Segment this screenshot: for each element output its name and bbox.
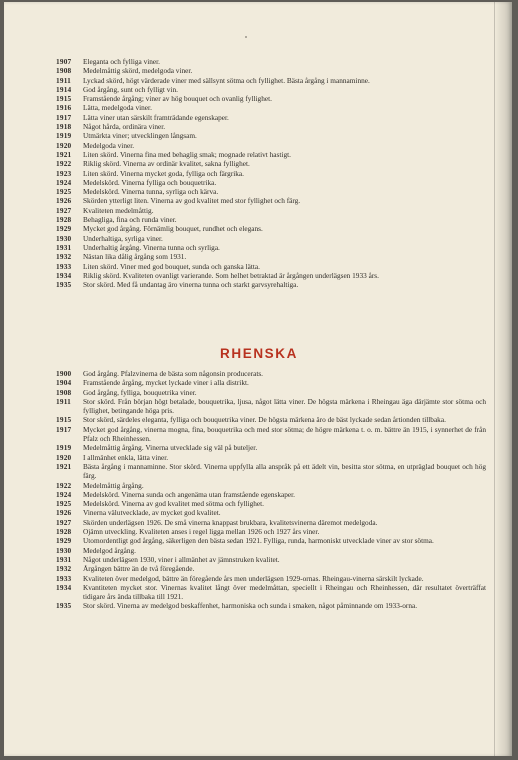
vintage-entry — [56, 76, 486, 85]
vintage-year: 1919 — [56, 443, 72, 453]
vintage-entry — [56, 490, 486, 499]
vintage-year: 1917 — [56, 112, 72, 122]
vintage-entry — [56, 453, 486, 462]
vintage-entry — [56, 462, 486, 481]
vintage-year: 1927 — [56, 517, 72, 527]
vintage-entry — [56, 601, 486, 610]
vintage-entry — [56, 262, 486, 271]
vintage-description: Lätta viner utan särskilt framträdande egenskaper. — [83, 112, 229, 122]
vintage-year: 1904 — [56, 378, 72, 388]
vintage-entry — [56, 122, 486, 131]
vintage-entry — [56, 57, 486, 66]
vintage-year: 1932 — [56, 252, 72, 262]
vintage-description: Framstående årgång, mycket lyckade viner i alla distrikt. — [83, 378, 249, 388]
vintage-description: Kvaliteten över medelgod, bättre än föregående års men underlägsen 1929-ornas. Rheingau-vinerna särskilt lyckade. — [83, 573, 424, 583]
vintage-year: 1935 — [56, 601, 72, 611]
vintage-entry — [56, 243, 486, 252]
vintage-description: Utmärkta viner; utvecklingen långsam. — [83, 131, 197, 141]
vintage-entry — [56, 271, 486, 280]
vintage-entry — [56, 564, 486, 573]
vintage-entry — [56, 369, 486, 378]
vintage-entry — [56, 527, 486, 536]
vintage-year: 1921 — [56, 149, 72, 159]
vintage-year: 1916 — [56, 103, 72, 113]
vintage-entry — [56, 206, 486, 215]
vintage-year: 1931 — [56, 242, 72, 252]
vintage-entry — [56, 66, 486, 75]
vintage-year: 1928 — [56, 527, 72, 537]
vintage-year: 1924 — [56, 177, 72, 187]
vintage-year: 1929 — [56, 224, 72, 234]
vintage-year: 1927 — [56, 205, 72, 215]
vintage-entry — [56, 546, 486, 555]
vintage-year: 1915 — [56, 94, 72, 104]
vintage-description: Kvaliteten medelmåttig. — [83, 205, 154, 215]
vintage-year: 1928 — [56, 215, 72, 225]
vintage-entry — [56, 252, 486, 261]
vintage-entry — [56, 94, 486, 103]
vintage-description: Behagliga, fina och runda viner. — [83, 215, 177, 225]
vintage-year: 1935 — [56, 280, 72, 290]
vintage-year: 1934 — [56, 582, 72, 592]
vintage-year: 1914 — [56, 84, 72, 94]
vintage-description: Skörden underlägsen 1926. De små vinerna knappast brukbara, kvalitetsvinerna däremot medelgoda. — [83, 517, 378, 527]
vintage-year: 1932 — [56, 564, 72, 574]
vintage-entry — [56, 234, 486, 243]
vintage-description: Medelmåttig årgång. Vinerna utvecklade sig väl på buteljer. — [83, 443, 258, 453]
vintage-year: 1921 — [56, 461, 72, 471]
page-fold-line — [494, 2, 495, 756]
vintage-entry — [56, 150, 486, 159]
vintage-year: 1920 — [56, 452, 72, 462]
section-heading-rhenska: RHENSKA — [220, 346, 298, 361]
vintage-description: Ojämn utveckling. Kvaliteten anses i regel ligga mellan 1926 och 1927 års viner. — [83, 527, 320, 537]
vintage-description: Medelskörd. Vinerna fylliga och bouquetrika. — [83, 177, 217, 187]
vintage-entry — [56, 224, 486, 233]
vintage-year: 1931 — [56, 554, 72, 564]
vintage-entry — [56, 103, 486, 112]
vintage-description: Medelmåttig skörd, medelgoda viner. — [83, 66, 193, 76]
vintage-entry — [56, 131, 486, 140]
vintage-entry — [56, 159, 486, 168]
vintage-description: God årgång, fylliga, bouquetrika viner. — [83, 387, 197, 397]
vintage-year: 1920 — [56, 140, 72, 150]
vintage-description: Något underlägsen 1930, viner i allmänhet av jämnstruken kvalitet. — [83, 554, 280, 564]
vintage-year: 1925 — [56, 499, 72, 509]
vintage-entry — [56, 215, 486, 224]
vintage-year: 1925 — [56, 187, 72, 197]
vintage-description: Något hårda, ordinära viner. — [83, 122, 166, 132]
vintage-list-rhenska — [56, 369, 486, 611]
vintage-description: God årgång, sunt och fylligt vin. — [83, 84, 178, 94]
vintage-entry — [56, 388, 486, 397]
vintage-year: 1907 — [56, 57, 72, 66]
vintage-description: Stor skörd. Vinerna av medelgod beskaffenhet, harmoniska och sunda i smaken, något påminnande om 1933-orna. — [83, 601, 418, 611]
vintage-description: Kvantiteten mycket stor. Vinernas kvalitet långt över medelmåttan, speciellt i Rheingau och Rheinhessen, där resultatet överträffat tidigare års ända tillbaka till 1921. — [83, 582, 486, 602]
vintage-description: Eleganta och fylliga viner. — [83, 57, 160, 66]
vintage-description: Utomordentligt god årgång, säkerligen den bästa sedan 1921. Fylliga, runda, harmoniskt utvecklade viner av stor sötma. — [83, 536, 434, 546]
vintage-entry — [56, 443, 486, 452]
vintage-description: Medelskörd. Vinerna sunda och angenäma utan framstående egenskaper. — [83, 489, 295, 499]
vintage-year: 1924 — [56, 489, 72, 499]
vintage-description: Bästa årgång i mannaminne. Stor skörd. Vinerna uppfylla alla anspråk på ett ädelt vin, besitta stor sötma, en utpräglad bouquet och hög färg. — [83, 461, 486, 481]
vintage-year: 1926 — [56, 508, 72, 518]
vintage-year: 1934 — [56, 270, 72, 280]
vintage-year: 1930 — [56, 545, 72, 555]
vintage-entry — [56, 536, 486, 545]
vintage-year: 1926 — [56, 196, 72, 206]
vintage-entry — [56, 574, 486, 583]
vintage-entry — [56, 378, 486, 387]
vintage-description: Lätta, medelgoda viner. — [83, 103, 152, 113]
vintage-year: 1900 — [56, 369, 72, 378]
vintage-entry — [56, 169, 486, 178]
vintage-year: 1922 — [56, 159, 72, 169]
vintage-description: Medelskörd. Vinerna tunna, syrliga och kärva. — [83, 187, 219, 197]
vintage-entry — [56, 499, 486, 508]
vintage-description: Mycket god årgång. Förnämlig bouquet, rundhet och elegans. — [83, 224, 263, 234]
vintage-year: 1923 — [56, 168, 72, 178]
vintage-description: Årgången bättre än de två föregående. — [83, 564, 195, 574]
vintage-description: Skörden ytterligt liten. Vinerna av god kvalitet med stor fyllighet och färg. — [83, 196, 301, 206]
vintage-list-1 — [56, 57, 486, 289]
vintage-description: Underhaltig årgång. Vinerna tunna och syrliga. — [83, 242, 220, 252]
vintage-year: 1918 — [56, 122, 72, 132]
vintage-description: Lyckad skörd, högt värderade viner med sällsynt sötma och fyllighet. Bästa årgång i mannaminne. — [83, 75, 370, 85]
vintage-description: Medelgoda viner. — [83, 140, 135, 150]
vintage-description: Riklig skörd. Vinerna av ordinär kvalitet, sakna fyllighet. — [83, 159, 250, 169]
vintage-description: Medelgod årgång. — [83, 545, 136, 555]
vintage-description: Stor skörd. Från början högt betalade, bouquetrika, ljusa, något lätta viner. De högsta märkena i Rheingau äga därjämte stor sötma och fyllighet, betingande höga pris. — [83, 396, 486, 416]
vintage-description: Liten skörd. Viner med god bouquet, sunda och ganska lätta. — [83, 261, 260, 271]
vintage-year: 1917 — [56, 424, 72, 434]
vintage-year: 1915 — [56, 415, 72, 425]
vintage-entry — [56, 555, 486, 564]
vintage-entry — [56, 141, 486, 150]
vintage-entry — [56, 518, 486, 527]
vintage-year: 1929 — [56, 536, 72, 546]
vintage-description: Riklig skörd. Kvaliteten ovanligt varierande. Som helhet betraktad är årgången underlägsen 1933 års. — [83, 270, 379, 280]
vintage-description: Mycket god årgång, vinerna mogna, fina, bouquetrika och med stor sötma; de högre märkena t. o. m. bättre än 1915, i synnerhet de från Pfalz och Rheinhessen. — [83, 424, 486, 444]
vintage-description: Stor skörd. Med få undantag äro vinerna tunna och starkt garvsyrehaltiga. — [83, 280, 299, 290]
vintage-entry — [56, 85, 486, 94]
vintage-year: 1922 — [56, 480, 72, 490]
vintage-entry — [56, 113, 486, 122]
vintage-entry — [56, 196, 486, 205]
page-gutter-shadow — [494, 2, 512, 756]
vintage-description: God årgång. Pfalzvinerna de bästa som någonsin producerats. — [83, 369, 264, 378]
vintage-entry — [56, 178, 486, 187]
vintage-description: Underhaltiga, syrliga viner. — [83, 233, 163, 243]
vintage-year: 1911 — [56, 396, 71, 406]
vintage-entry — [56, 508, 486, 517]
vintage-description: Medelmåttig årgång. — [83, 480, 144, 490]
vintage-entry — [56, 397, 486, 416]
vintage-year: 1911 — [56, 75, 71, 85]
page-mark — [245, 36, 247, 38]
vintage-description: Framstående årgång; viner av hög bouquet och ovanlig fyllighet. — [83, 94, 272, 104]
vintage-description: I allmänhet enkla, lätta viner. — [83, 452, 169, 462]
vintage-entry — [56, 583, 486, 602]
vintage-year: 1908 — [56, 66, 72, 76]
vintage-description: Vinerna välutvecklade, av mycket god kvalitet. — [83, 508, 221, 518]
vintage-year: 1919 — [56, 131, 72, 141]
vintage-year: 1933 — [56, 261, 72, 271]
vintage-entry — [56, 415, 486, 424]
vintage-description: Medelskörd. Vinerna av god kvalitet med sötma och fyllighet. — [83, 499, 264, 509]
vintage-year: 1930 — [56, 233, 72, 243]
vintage-description: Liten skörd. Vinerna fina med behaglig smak; mognade relativt hastigt. — [83, 149, 291, 159]
vintage-entry — [56, 187, 486, 196]
vintage-entry — [56, 481, 486, 490]
vintage-year: 1908 — [56, 387, 72, 397]
vintage-description: Liten skörd. Vinerna mycket goda, fylliga och färgrika. — [83, 168, 244, 178]
vintage-description: Nästan lika dålig årgång som 1931. — [83, 252, 187, 262]
vintage-year: 1933 — [56, 573, 72, 583]
vintage-entry — [56, 425, 486, 444]
vintage-description: Stor skörd, särdeles eleganta, fylliga och bouquetrika viner. De högsta märkena äro de bäst lyckade sedan årtionden tillbaka. — [83, 415, 446, 425]
vintage-entry — [56, 280, 486, 289]
